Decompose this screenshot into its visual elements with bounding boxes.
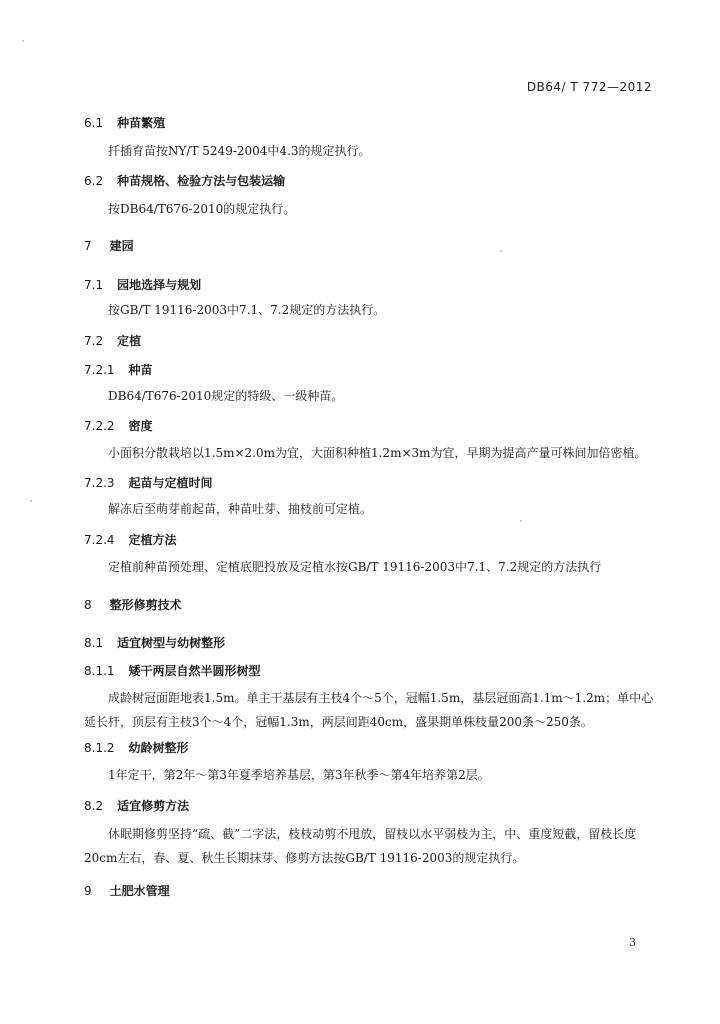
- heading-7-2-1: [84, 361, 153, 378]
- paragraph: [84, 822, 662, 870]
- heading-title: 园地选择与规划: [117, 278, 202, 292]
- heading-number: 6.2: [84, 174, 104, 188]
- heading-8: [84, 596, 182, 613]
- heading-7-1: [84, 276, 201, 293]
- heading-6-2: [84, 172, 285, 189]
- paragraph-text: 休眠期修剪坚持“疏、截”二字法，枝枝动剪不甩放，留枝以水平弱枝为主，中、重度短截，留枝长度20cm左右，春、夏、秋生长期抹芽、修剪方法按GB/T 19116-2003的规定执行。: [84, 827, 637, 865]
- heading-title: 密度: [128, 419, 153, 433]
- paragraph: [84, 686, 662, 734]
- heading-title: 种苗: [128, 363, 153, 377]
- heading-title: 建园: [109, 239, 134, 253]
- heading-title: 矮干两层自然半圆形树型: [128, 664, 261, 678]
- paragraph-text: 1年定干，第2年～第3年夏季培养基层，第3年秋季～第4年培养第2层。: [108, 768, 490, 782]
- heading-number: 7: [84, 239, 92, 253]
- heading-7-2-3: [84, 474, 213, 491]
- paragraph: [84, 441, 662, 465]
- scan-speck: [22, 40, 24, 42]
- heading-title: 起苗与定植时间: [128, 476, 213, 490]
- heading-number: 7.2.2: [84, 419, 115, 433]
- heading-number: 8.2: [84, 799, 104, 813]
- heading-8-1-2: [84, 739, 189, 756]
- heading-number: 8: [84, 598, 92, 612]
- heading-number: 8.1.2: [84, 741, 115, 755]
- paragraph-text: 成龄树冠面距地表1.5m。单主干基层有主枝4个～5个，冠幅1.5m，基层冠面高1.1m～1.2m；单中心延长杆，顶层有主枝3个～4个，冠幅1.3m，两层间距40cm，盛果期单株枝量200条～250条。: [84, 691, 654, 729]
- heading-number: 6.1: [84, 116, 104, 130]
- heading-number: 7.1: [84, 278, 104, 292]
- heading-number: 7.2.1: [84, 363, 115, 377]
- heading-number: 8.1: [84, 636, 104, 650]
- document-code: DB64/ T 772—2012: [526, 80, 652, 94]
- heading-title: 定植方法: [128, 533, 177, 547]
- paragraph: [84, 497, 662, 521]
- paragraph-text: 扦插育苗按NY/T 5249-2004中4.3的规定执行。: [108, 144, 371, 158]
- paragraph: [84, 763, 662, 787]
- heading-title: 土肥水管理: [109, 884, 170, 898]
- heading-title: 定植: [117, 334, 142, 348]
- paragraph-text: 解冻后至萌芽前起苗，种苗吐芽、抽枝前可定植。: [108, 502, 373, 516]
- paragraph-text: 小面积分散栽培以1.5m×2.0m为宜，大面积种植1.2m×3m为宜，早期为提高产量可株间加倍密植。: [108, 446, 647, 460]
- heading-title: 幼龄树整形: [128, 741, 189, 755]
- heading-title: 适宜树型与幼树整形: [117, 636, 226, 650]
- heading-7: [84, 237, 134, 254]
- heading-6-1: [84, 114, 165, 131]
- paragraph: [84, 298, 662, 322]
- heading-number: 8.1.1: [84, 664, 115, 678]
- paragraph-text: 定植前种苗预处理、定植底肥投放及定植水按GB/T 19116-2003中7.1、7.2规定的方法执行: [108, 560, 602, 574]
- heading-title: 适宜修剪方法: [117, 799, 190, 813]
- heading-8-1-1: [84, 662, 261, 679]
- heading-number: 7.2.3: [84, 476, 115, 490]
- heading-number: 9: [84, 884, 92, 898]
- paragraph-text: 按GB/T 19116-2003中7.1、7.2规定的方法执行。: [108, 303, 386, 317]
- page-number: 3: [629, 936, 636, 949]
- paragraph: [84, 384, 662, 408]
- heading-8-1: [84, 634, 225, 651]
- paragraph: [84, 139, 662, 163]
- heading-9: [84, 882, 170, 899]
- heading-number: 7.2.4: [84, 533, 115, 547]
- heading-title: 种苗繁殖: [117, 116, 166, 130]
- heading-7-2-4: [84, 531, 177, 548]
- heading-title: 种苗规格、检验方法与包装运输: [117, 174, 286, 188]
- heading-7-2-2: [84, 417, 153, 434]
- scan-speck: [500, 250, 502, 252]
- paragraph: [84, 555, 662, 579]
- heading-8-2: [84, 797, 189, 814]
- scan-speck: [30, 500, 32, 502]
- paragraph-text: 按DB64/T676-2010的规定执行。: [108, 202, 296, 216]
- paragraph-text: DB64/T676-2010规定的特级、一级种苗。: [108, 389, 344, 403]
- heading-number: 7.2: [84, 334, 104, 348]
- paragraph: [84, 197, 662, 221]
- heading-7-2: [84, 332, 141, 349]
- heading-title: 整形修剪技术: [109, 598, 182, 612]
- scan-speck: [520, 520, 522, 522]
